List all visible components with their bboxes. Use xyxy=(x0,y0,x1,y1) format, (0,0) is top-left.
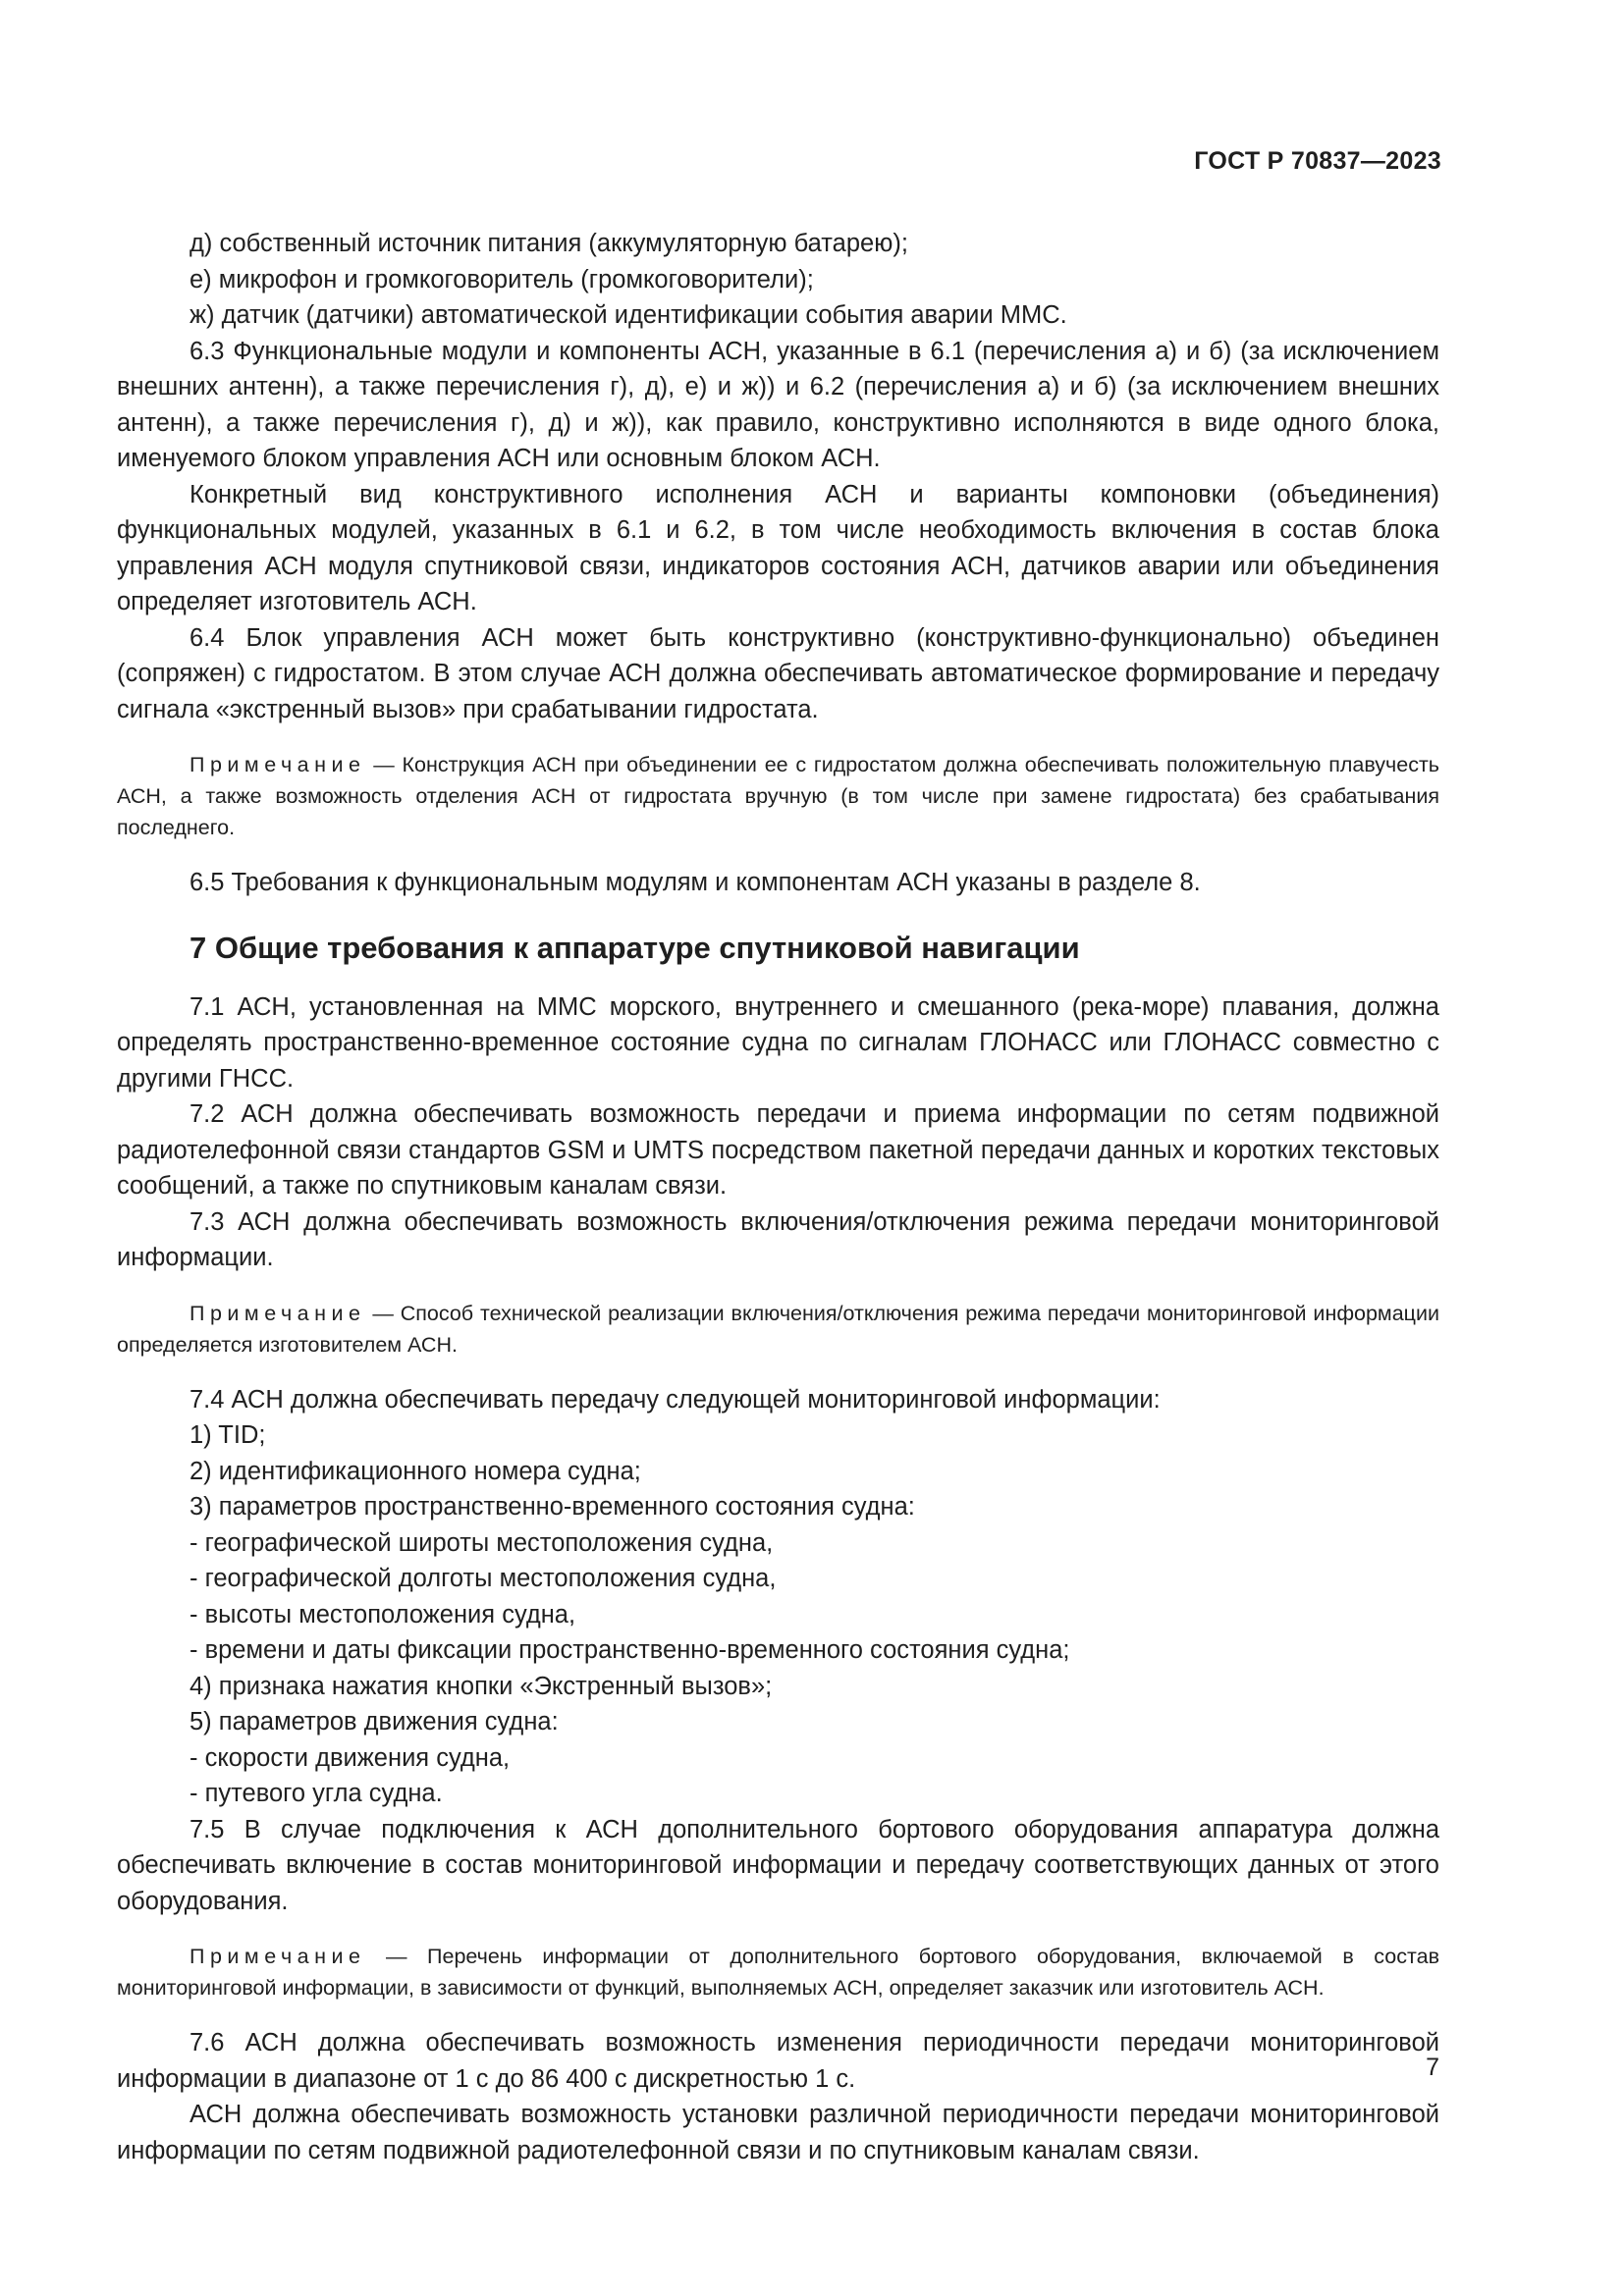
paragraph-6-3-continued: Конкретный вид конструктивного исполнения АСН и варианты компоновки (объединения) функциональных модулей, указанных в 6.1 и 6.2, в том числе необходимость включения в состав блока управления АСН модуля спутниковой связи, индикаторов состояния АСН, датчиков аварии или объединения определяет изготовитель АСН. xyxy=(117,480,1439,615)
list-item: - географической широты местоположения судна, xyxy=(189,1528,774,1557)
list-item: - путевого угла судна. xyxy=(189,1780,443,1807)
section-7-heading: 7 Общие требования к аппаратуре спутниковой навигации xyxy=(189,930,1080,965)
list-item: 4) признака нажатия кнопки «Экстренный вызов»; xyxy=(189,1672,773,1700)
paragraph-7-2: 7.2 АСН должна обеспечивать возможность передачи и приема информации по сетям подвижной радиотелефонной связи стандартов GSM и UMTS посредством пакетной передачи данных и коротких текстовых сообщений, а также по спутниковым каналам связи. xyxy=(117,1100,1439,1200)
paragraph-7-6-continued: АСН должна обеспечивать возможность установки различной периодичности передачи мониторинговой информации по сетям подвижной радиотелефонной связи и по спутниковым каналам связи. xyxy=(117,2101,1439,2164)
page-number: 7 xyxy=(1426,2054,1439,2081)
paragraph-6-3: 6.3 Функциональные модули и компоненты АСН, указанные в 6.1 (перечисления а) и б) (за исключением внешних антенн), а также перечисления г), д), е) и ж)) и 6.2 (перечисления а) и б) (за исключением внешних антенн), а также перечисления г), д) и ж)), как правило, конструктивно исполняются в виде одного блока, именуемого блоком управления АСН или основным блоком АСН. xyxy=(117,337,1439,472)
paragraph-7-5: 7.5 В случае подключения к АСН дополнительного бортового оборудования аппаратура должна обеспечивать включение в состав мониторинговой информации и передачу соответствующих данных от этого оборудования. xyxy=(117,1815,1439,1915)
list-item: ж) датчик (датчики) автоматической идентификации события аварии ММС. xyxy=(189,301,1067,329)
note-label: Примечание xyxy=(189,1945,366,1968)
paragraph-7-1: 7.1 АСН, установленная на ММС морского, внутреннего и смешанного (река-море) плавания, должна определять пространственно-временное состояние судна по сигналам ГЛОНАСС или ГЛОНАСС совместно с другими ГНСС. xyxy=(117,992,1439,1093)
note-text: Конструкция АСН при объединении ее с гидростатом должна обеспечивать положительную плавучесть АСН, а также возможность отделения АСН от гидростата вручную (в том числе при замене гидростата) без срабатывания последнего. xyxy=(117,753,1440,839)
list-item: д) собственный источник питания (аккумуляторную батарею); xyxy=(189,230,908,257)
note-dash: — xyxy=(365,1301,401,1325)
list-item: - скорости движения судна, xyxy=(189,1743,511,1772)
list-item: 1) TID; xyxy=(189,1421,266,1449)
paragraph-6-5: 6.5 Требования к функциональным модулям и компонентам АСН указаны в разделе 8. xyxy=(189,869,1201,896)
note-7-3 xyxy=(117,1298,1439,1361)
page-body xyxy=(117,226,1439,2168)
list-item: 3) параметров пространственно-временного состояния судна: xyxy=(189,1493,915,1521)
paragraph-7-4: 7.4 АСН должна обеспечивать передачу следующей мониторинговой информации: xyxy=(189,1385,1161,1414)
note-label: Примечание xyxy=(189,1301,366,1325)
note-text: Способ технической реализации включения/отключения режима передачи мониторинговой информации определяется изготовителем АСН. xyxy=(117,1301,1439,1357)
paragraph-7-6: 7.6 АСН должна обеспечивать возможность изменения периодичности передачи мониторинговой информации в диапазоне от 1 с до 86 400 с дискретностью 1 с. xyxy=(117,2029,1439,2093)
note-6-4 xyxy=(117,749,1439,843)
note-dash: — xyxy=(365,753,403,776)
note-text: Перечень информации от дополнительного бортового оборудования, включаемой в состав мониторинговой информации, в зависимости от функций, выполняемых АСН, определяет заказчик или изготовитель АСН. xyxy=(117,1945,1439,2000)
paragraph-6-4: 6.4 Блок управления АСН может быть конструктивно (конструктивно-функционально) объединен (сопряжен) с гидростатом. В этом случае АСН должна обеспечивать автоматическое формирование и передачу сигнала «экстренный вызов» при срабатывании гидростата. xyxy=(117,623,1439,723)
note-label: Примечание xyxy=(189,753,366,776)
list-item: е) микрофон и громкоговоритель (громкоговорители); xyxy=(189,265,814,294)
note-7-5 xyxy=(117,1941,1439,2003)
list-item: - географической долготы местоположения судна, xyxy=(189,1565,777,1592)
document-code-header: ГОСТ Р 70837—2023 xyxy=(1194,147,1441,175)
list-item: - высоты местоположения судна, xyxy=(189,1600,576,1629)
list-item: - времени и даты фиксации пространственно-временного состояния судна; xyxy=(189,1636,1070,1664)
list-item: 5) параметров движения судна: xyxy=(189,1708,559,1735)
paragraph-7-3: 7.3 АСН должна обеспечивать возможность включения/отключения режима передачи мониторинговой информации. xyxy=(117,1207,1439,1271)
list-item: 2) идентификационного номера судна; xyxy=(189,1457,641,1485)
note-dash: — xyxy=(365,1945,428,1968)
